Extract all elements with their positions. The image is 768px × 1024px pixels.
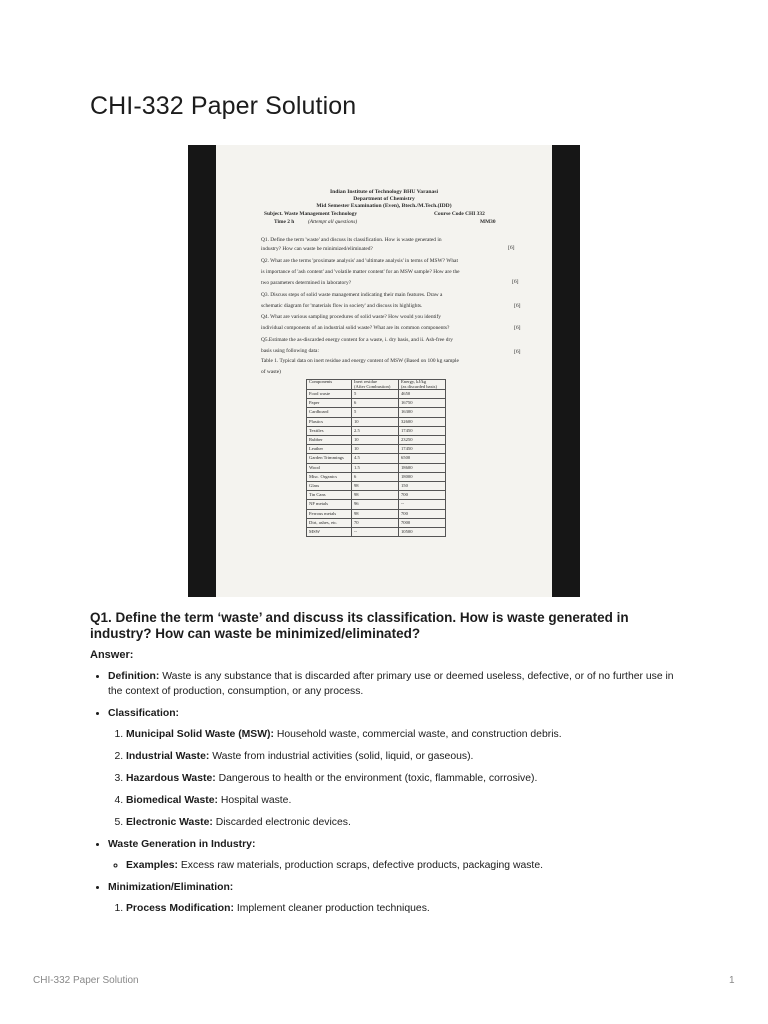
scan-subject: Subject. Waste Management Technology	[264, 211, 358, 217]
item-label: Municipal Solid Waste (MSW):	[126, 729, 274, 740]
scan-question-line: Q1. Define the term 'waste' and discuss its classification. How is waste generated in	[261, 237, 442, 243]
list-item	[126, 749, 680, 764]
scan-table-row	[307, 399, 446, 408]
scan-table-cell: 700	[399, 509, 446, 518]
scan-question-line: Q2. What are the terms 'proximate analysis' and 'ultimate analysis' in terms of MSW? What	[261, 258, 458, 264]
item-text: Hospital waste.	[218, 795, 292, 806]
scan-question-line: Q4. What are various sampling procedures of solid waste? How would you identify	[261, 314, 441, 320]
scan-table-header: Energy, kJ/kg (as discarded basis)	[399, 380, 446, 390]
page-title: CHI-332 Paper Solution	[90, 92, 357, 120]
scan-table-cell: Wood	[307, 463, 352, 472]
scan-table-header-row	[307, 380, 446, 390]
item-label: Electronic Waste:	[126, 817, 213, 828]
item-label: Process Modification:	[126, 903, 234, 914]
scan-table-cell: Misc. Organics	[307, 472, 352, 481]
scan-table-cell: 5	[352, 408, 399, 417]
scan-question-line: is importance of 'ash content' and 'volatile matter content' for an MSW sample? How are the	[261, 269, 460, 275]
scan-table-cell: Tin Cans	[307, 491, 352, 500]
scan-table-header: Components	[307, 380, 352, 390]
scan-marks: [6]	[514, 303, 521, 309]
scan-table-cell: NF metals	[307, 500, 352, 509]
scan-table-row	[307, 390, 446, 399]
classification-label: Classification:	[108, 708, 180, 719]
scan-table-cell: 4.5	[352, 454, 399, 463]
minimization-label: Minimization/Elimination:	[108, 882, 234, 893]
scan-table-row	[307, 528, 446, 537]
scan-marks: [6]	[512, 279, 519, 285]
scan-question-line: basis using following data:	[261, 348, 319, 354]
question-1-heading: Q1. Define the term ‘waste’ and discuss its classification. How is waste generated in industry? How can waste be minimized/eliminated?	[90, 610, 629, 641]
scan-course-code: Course Code CHI 332	[434, 211, 485, 217]
scan-question-line: of waste)	[261, 369, 281, 375]
scan-table-cell: 6	[352, 399, 399, 408]
definition-text: Waste is any substance that is discarded after primary use or deemed useless, defective, or of no further use in the context of production, consumption, or any process.	[108, 671, 674, 697]
item-label: Industrial Waste:	[126, 751, 210, 762]
scan-table-cell: Glass	[307, 482, 352, 491]
list-item	[126, 815, 680, 830]
list-item	[126, 727, 680, 742]
item-text: Household waste, commercial waste, and construction debris.	[273, 729, 562, 740]
minimization-list	[108, 901, 680, 916]
item-text: Dangerous to health or the environment (toxic, flammable, corrosive).	[215, 773, 538, 784]
scan-table-cell: 23250	[399, 436, 446, 445]
scan-table-cell: 98	[352, 509, 399, 518]
scan-question-line: Q5.Estimate the as-discarded energy content for a waste, i. dry basis, and ii. Ash-free dry	[261, 337, 453, 343]
scan-table-cell: 150	[399, 482, 446, 491]
scan-table-cell: 4650	[399, 390, 446, 399]
scan-table-cell: 98	[352, 491, 399, 500]
scan-table-cell: 700	[399, 491, 446, 500]
scan-institute: Indian Institute of Technology BHU Varanasi	[329, 189, 439, 195]
minimization-item	[108, 880, 680, 916]
scan-table-row	[307, 436, 446, 445]
scan-table-cell: 10	[352, 445, 399, 454]
classification-item	[108, 706, 680, 830]
generation-list	[108, 858, 680, 873]
item-label: Examples:	[126, 860, 178, 871]
item-text: Discarded electronic devices.	[212, 817, 351, 828]
scan-table-cell: --	[399, 500, 446, 509]
scan-table-cell: Leather	[307, 445, 352, 454]
item-text: Waste from industrial activities (solid, liquid, or gaseous).	[209, 751, 474, 762]
scan-marks: [6]	[514, 349, 521, 355]
scan-table-row	[307, 454, 446, 463]
scan-table-cell: Textiles	[307, 426, 352, 435]
scan-table-cell: 17450	[399, 445, 446, 454]
scan-question-line: schematic diagram for 'materials flow in society' and discuss its highlights.	[261, 303, 423, 309]
scan-table-cell: 6500	[399, 454, 446, 463]
scan-table-cell: 5	[352, 390, 399, 399]
definition-item	[108, 669, 680, 699]
scan-table-cell: 7000	[399, 518, 446, 527]
scan-table-cell: 96	[352, 500, 399, 509]
scan-table-cell: 6	[352, 472, 399, 481]
list-item	[126, 858, 680, 873]
definition-label: Definition:	[108, 671, 160, 682]
scan-table-row	[307, 482, 446, 491]
scan-question-line: Q3. Discuss steps of solid waste management indicating their main features. Draw a	[261, 292, 443, 298]
scan-question-line: two parameters determined in laboratory?	[261, 280, 352, 286]
scan-table-row	[307, 518, 446, 527]
answer-content	[90, 669, 680, 923]
scan-attempt-note: (Attempt all questions)	[308, 219, 358, 225]
scan-table-cell: 2.5	[352, 426, 399, 435]
scan-table-cell: 18600	[399, 463, 446, 472]
generation-label: Waste Generation in Industry:	[108, 839, 256, 850]
exam-paper-scan	[188, 145, 580, 597]
scan-table-row	[307, 500, 446, 509]
scan-exam-name: Mid Semester Examination (Even), Btech./M.Tech.(IDD)	[316, 203, 452, 209]
scan-table-row	[307, 509, 446, 518]
scan-table-cell: 18000	[399, 472, 446, 481]
scan-table-cell: Dirt, ashes, etc.	[307, 518, 352, 527]
scan-max-marks: MM30	[480, 219, 496, 225]
scan-table-cell: Food waste	[307, 390, 352, 399]
scan-table-row	[307, 491, 446, 500]
scan-table-cell: 70	[352, 518, 399, 527]
scan-table-row	[307, 408, 446, 417]
list-item	[126, 793, 680, 808]
scan-table-cell: Rubber	[307, 436, 352, 445]
scan-table-cell: 1.5	[352, 463, 399, 472]
scan-table-row	[307, 472, 446, 481]
scan-table-cell: 16300	[399, 408, 446, 417]
scan-table-cell: 10	[352, 417, 399, 426]
scan-table-header: Inert residue (After Combustion)	[352, 380, 399, 390]
scan-table-row	[307, 445, 446, 454]
item-text: Excess raw materials, production scraps, defective products, packaging waste.	[177, 860, 543, 871]
scan-question-line: industry? How can waste be minimized/eliminated?	[261, 246, 373, 252]
classification-list	[108, 727, 680, 830]
scan-table-cell: Plastics	[307, 417, 352, 426]
scan-table-cell: 32600	[399, 417, 446, 426]
scan-table-cell: --	[352, 528, 399, 537]
scan-table-cell: 98	[352, 482, 399, 491]
scan-table-cell: Cardboard	[307, 408, 352, 417]
scan-question-line: Table 1. Typical data on inert residue and energy content of MSW (Based on 100 kg sample	[261, 358, 459, 364]
scan-table-cell: Garden Trimmings	[307, 454, 352, 463]
scan-data-table	[306, 379, 446, 537]
footer-page-number: 1	[729, 975, 735, 986]
scan-marks: [6]	[514, 325, 521, 331]
scan-table-row	[307, 417, 446, 426]
scan-table-row	[307, 463, 446, 472]
answer-label: Answer:	[90, 649, 134, 661]
scan-table-row	[307, 426, 446, 435]
generation-item	[108, 837, 680, 873]
scan-table-cell: Paper	[307, 399, 352, 408]
footer-title: CHI-332 Paper Solution	[33, 975, 139, 986]
item-label: Hazardous Waste:	[126, 773, 216, 784]
scan-table-cell: 17450	[399, 426, 446, 435]
item-label: Biomedical Waste:	[126, 795, 218, 806]
scan-table-cell: MSW	[307, 528, 352, 537]
scan-table-cell: 10500	[399, 528, 446, 537]
scan-table-cell: 10	[352, 436, 399, 445]
scan-question-line: individual components of an industrial solid waste? What are its common components?	[261, 325, 450, 331]
answer-list	[90, 669, 680, 916]
scan-marks: [6]	[508, 245, 515, 251]
list-item	[126, 901, 680, 916]
scan-department: Department of Chemistry	[353, 196, 415, 202]
scan-table-cell: Ferrous metals	[307, 509, 352, 518]
scan-time: Time 2 h	[274, 219, 295, 225]
item-text: Implement cleaner production techniques.	[233, 903, 430, 914]
list-item	[126, 771, 680, 786]
exam-paper-page	[216, 145, 552, 597]
scan-table-cell: 16750	[399, 399, 446, 408]
